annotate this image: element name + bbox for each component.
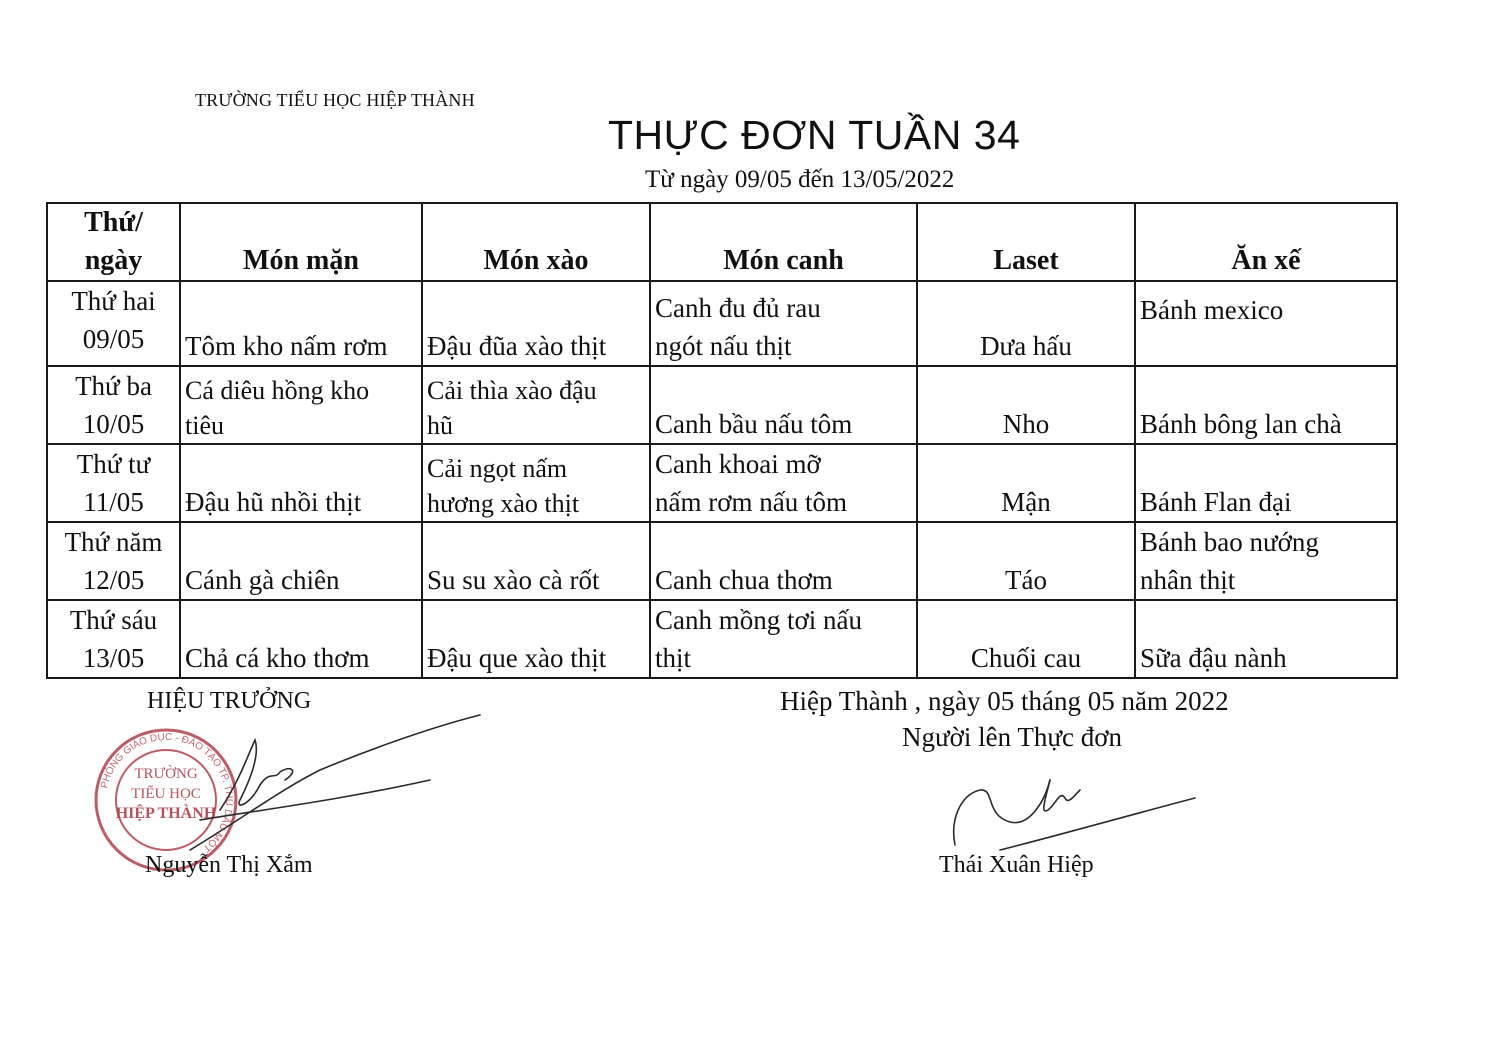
day-cell <box>47 444 180 522</box>
dessert-cell: Dưa hấu <box>917 281 1135 366</box>
soup-cell: Canh bầu nấu tôm <box>650 366 917 444</box>
day-label: Thứ sáu <box>69 605 158 635</box>
day-cell <box>47 600 180 678</box>
principal-name: Nguyễn Thị Xắm <box>145 852 313 878</box>
stir-fry-line: Cải thìa xào đậu <box>427 376 597 405</box>
soup-line: Canh mồng tơi nấu <box>655 605 863 635</box>
day-date: 11/05 <box>83 487 144 517</box>
soup-line: ngót nấu thịt <box>655 331 792 361</box>
soup-cell <box>650 281 917 366</box>
planner-signature <box>940 760 1200 860</box>
dessert-cell: Nho <box>917 366 1135 444</box>
snack-cell: Bánh Flan đại <box>1135 444 1397 522</box>
table-row <box>47 444 1397 522</box>
day-cell <box>47 281 180 366</box>
dessert-cell: Mận <box>917 444 1135 522</box>
stir-fry-line: hương xào thịt <box>427 489 580 518</box>
stamp-text-line: TRƯỜNG <box>134 766 198 782</box>
day-date: 10/05 <box>82 409 145 439</box>
main-dish-cell: Cánh gà chiên <box>180 522 422 600</box>
planner-title: Người lên Thực đơn <box>902 722 1123 752</box>
header-day-line2: ngày <box>84 245 143 276</box>
table-row <box>47 522 1397 600</box>
header-dessert: Laset <box>917 203 1135 281</box>
soup-line: thịt <box>655 643 692 673</box>
page-title: THỰC ĐƠN TUẦN 34 <box>608 112 1021 158</box>
main-dish-cell: Đậu hũ nhồi thịt <box>180 444 422 522</box>
day-date: 13/05 <box>82 643 145 673</box>
stir-fry-cell <box>422 366 650 444</box>
stir-fry-line: Cải ngọt nấm <box>427 454 568 483</box>
dessert-cell: Chuối cau <box>917 600 1135 678</box>
day-cell <box>47 522 180 600</box>
stir-fry-cell: Đậu đũa xào thịt <box>422 281 650 366</box>
stamp-ring-text: PHÒNG GIÁO DỤC - ĐÀO TẠO TP. THỦ DẦU MỘT <box>99 731 235 854</box>
table-row <box>47 366 1397 444</box>
day-label: Thứ ba <box>75 371 152 401</box>
header-soup: Món canh <box>650 203 917 281</box>
day-label: Thứ hai <box>71 286 156 316</box>
soup-line: Canh khoai mỡ <box>655 449 821 479</box>
soup-line: nấm rơm nấu tôm <box>655 487 847 517</box>
snack-cell: Bánh bông lan chà <box>1135 366 1397 444</box>
signing-date: Hiệp Thành , ngày 05 tháng 05 năm 2022 <box>780 686 1229 716</box>
stir-fry-line: hũ <box>427 411 453 440</box>
day-cell <box>47 366 180 444</box>
day-label: Thứ tư <box>76 449 151 479</box>
day-date: 12/05 <box>82 565 145 595</box>
snack-cell: Sữa đậu nành <box>1135 600 1397 678</box>
stamp-text-line: HIỆP THÀNH <box>115 805 217 822</box>
menu-table <box>46 202 1398 679</box>
header-snack: Ăn xế <box>1135 203 1397 281</box>
main-dish-cell: Tôm kho nấm rơm <box>180 281 422 366</box>
snack-cell: Bánh mexico <box>1135 281 1397 366</box>
table-row <box>47 281 1397 366</box>
date-range: Từ ngày 09/05 đến 13/05/2022 <box>645 166 955 193</box>
day-date: 09/05 <box>82 324 145 354</box>
main-dish-line: Cá diêu hồng kho <box>185 376 370 405</box>
principal-signature <box>180 710 490 860</box>
stir-fry-cell <box>422 444 650 522</box>
table-row <box>47 600 1397 678</box>
header-day-line1: Thứ/ <box>84 207 143 238</box>
stir-fry-cell: Đậu que xào thịt <box>422 600 650 678</box>
table-header-row <box>47 203 1397 281</box>
soup-line: Canh đu đủ rau <box>655 293 821 323</box>
header-main-dish: Món mặn <box>180 203 422 281</box>
snack-line: Bánh bao nướng <box>1140 527 1319 557</box>
soup-cell <box>650 600 917 678</box>
snack-cell <box>1135 522 1397 600</box>
school-name: TRƯỜNG TIỂU HỌC HIỆP THÀNH <box>195 90 475 110</box>
main-dish-line: tiêu <box>185 411 224 440</box>
stamp-text-line: TIỂU HỌC <box>131 786 201 802</box>
snack-line: nhân thịt <box>1140 565 1236 595</box>
soup-cell <box>650 444 917 522</box>
main-dish-cell: Chả cá kho thơm <box>180 600 422 678</box>
dessert-cell: Táo <box>917 522 1135 600</box>
header-stir-fry: Món xào <box>422 203 650 281</box>
header-day <box>47 203 180 281</box>
day-label: Thứ năm <box>64 527 163 557</box>
principal-title: HIỆU TRƯỞNG <box>147 688 312 714</box>
stir-fry-cell: Su su xào cà rốt <box>422 522 650 600</box>
soup-cell: Canh chua thơm <box>650 522 917 600</box>
main-dish-cell <box>180 366 422 444</box>
planner-name: Thái Xuân Hiệp <box>939 852 1094 878</box>
